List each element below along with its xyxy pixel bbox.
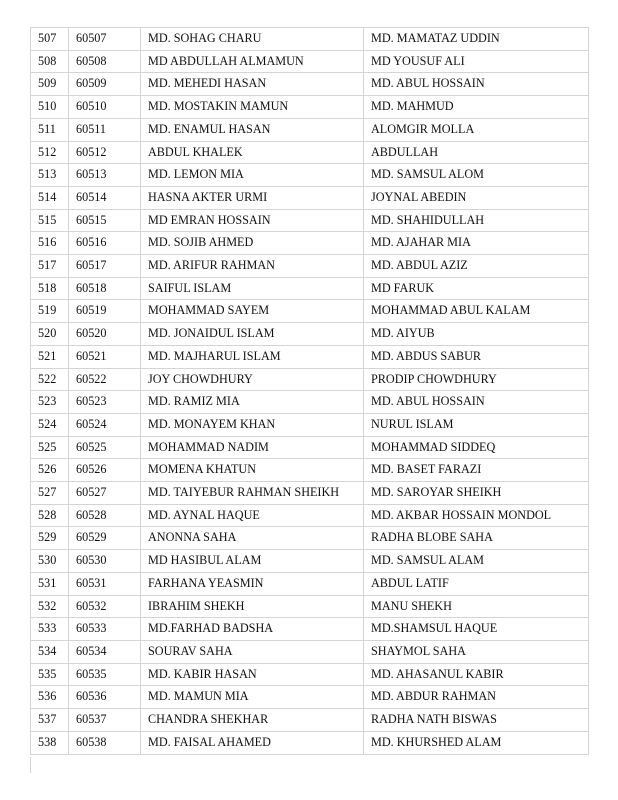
father-name-cell: MD. SAMSUL ALOM [364,164,589,187]
serial-cell: 508 [31,50,69,73]
table-row [31,345,589,368]
father-name-cell: MD. ABDUL AZIZ [364,255,589,278]
serial-cell: 511 [31,118,69,141]
roll-cell: 60516 [69,232,141,255]
name-cell: MD. SOHAG CHARU [141,28,364,51]
table-row [31,232,589,255]
table-border-continuation [30,757,31,773]
roster-body [31,28,589,755]
serial-cell: 528 [31,504,69,527]
table-row [31,527,589,550]
name-cell: MOHAMMAD SAYEM [141,300,364,323]
table-row [31,436,589,459]
roll-cell: 60531 [69,572,141,595]
table-row [31,663,589,686]
roll-cell: 60532 [69,595,141,618]
roll-cell: 60527 [69,482,141,505]
roll-cell: 60517 [69,255,141,278]
roll-cell: 60529 [69,527,141,550]
name-cell: MOHAMMAD NADIM [141,436,364,459]
father-name-cell: MD.SHAMSUL HAQUE [364,618,589,641]
name-cell: MD. FAISAL AHAMED [141,731,364,754]
serial-cell: 525 [31,436,69,459]
father-name-cell: MOHAMMAD SIDDEQ [364,436,589,459]
roll-cell: 60536 [69,686,141,709]
table-row [31,368,589,391]
name-cell: ABDUL KHALEK [141,141,364,164]
father-name-cell: MD. ABUL HOSSAIN [364,391,589,414]
name-cell: MD. MAMUN MIA [141,686,364,709]
name-cell: ANONNA SAHA [141,527,364,550]
serial-cell: 521 [31,345,69,368]
father-name-cell: ALOMGIR MOLLA [364,118,589,141]
table-row [31,209,589,232]
serial-cell: 537 [31,709,69,732]
serial-cell: 538 [31,731,69,754]
roll-cell: 60524 [69,413,141,436]
serial-cell: 536 [31,686,69,709]
father-name-cell: JOYNAL ABEDIN [364,186,589,209]
father-name-cell: MD YOUSUF ALI [364,50,589,73]
name-cell: MD. TAIYEBUR RAHMAN SHEIKH [141,482,364,505]
roll-cell: 60511 [69,118,141,141]
table-row [31,164,589,187]
name-cell: MD EMRAN HOSSAIN [141,209,364,232]
father-name-cell: MOHAMMAD ABUL KALAM [364,300,589,323]
father-name-cell: MD. ABDUR RAHMAN [364,686,589,709]
table-row [31,186,589,209]
name-cell: MD. MEHEDI HASAN [141,73,364,96]
serial-cell: 510 [31,96,69,119]
serial-cell: 529 [31,527,69,550]
father-name-cell: MD. ABDUS SABUR [364,345,589,368]
table-row [31,731,589,754]
roll-cell: 60538 [69,731,141,754]
serial-cell: 509 [31,73,69,96]
roll-cell: 60507 [69,28,141,51]
father-name-cell: MD. MAHMUD [364,96,589,119]
father-name-cell: MD. ABUL HOSSAIN [364,73,589,96]
father-name-cell: MANU SHEKH [364,595,589,618]
serial-cell: 531 [31,572,69,595]
father-name-cell: MD. BASET FARAZI [364,459,589,482]
name-cell: SAIFUL ISLAM [141,277,364,300]
roll-cell: 60509 [69,73,141,96]
name-cell: MD HASIBUL ALAM [141,550,364,573]
roll-cell: 60519 [69,300,141,323]
father-name-cell: MD. MAMATAZ UDDIN [364,28,589,51]
serial-cell: 522 [31,368,69,391]
father-name-cell: MD FARUK [364,277,589,300]
table-row [31,686,589,709]
serial-cell: 534 [31,640,69,663]
serial-cell: 520 [31,323,69,346]
father-name-cell: NURUL ISLAM [364,413,589,436]
serial-cell: 512 [31,141,69,164]
name-cell: MD. KABIR HASAN [141,663,364,686]
name-cell: MD.FARHAD BADSHA [141,618,364,641]
table-row [31,550,589,573]
father-name-cell: PRODIP CHOWDHURY [364,368,589,391]
serial-cell: 516 [31,232,69,255]
table-row [31,504,589,527]
father-name-cell: MD. AKBAR HOSSAIN MONDOL [364,504,589,527]
table-row [31,300,589,323]
roll-cell: 60520 [69,323,141,346]
name-cell: MD. ENAMUL HASAN [141,118,364,141]
table-row [31,391,589,414]
table-row [31,709,589,732]
roll-cell: 60535 [69,663,141,686]
serial-cell: 507 [31,28,69,51]
table-row [31,572,589,595]
name-cell: MD. JONAIDUL ISLAM [141,323,364,346]
name-cell: MD. MOSTAKIN MAMUN [141,96,364,119]
father-name-cell: MD. KHURSHED ALAM [364,731,589,754]
father-name-cell: RADHA NATH BISWAS [364,709,589,732]
roll-cell: 60525 [69,436,141,459]
table-row [31,413,589,436]
name-cell: FARHANA YEASMIN [141,572,364,595]
roll-cell: 60513 [69,164,141,187]
roll-cell: 60526 [69,459,141,482]
name-cell: MD. AYNAL HAQUE [141,504,364,527]
roll-cell: 60537 [69,709,141,732]
serial-cell: 515 [31,209,69,232]
table-row [31,118,589,141]
serial-cell: 519 [31,300,69,323]
roll-cell: 60515 [69,209,141,232]
serial-cell: 517 [31,255,69,278]
name-cell: MD. SOJIB AHMED [141,232,364,255]
father-name-cell: MD. AJAHAR MIA [364,232,589,255]
table-row [31,459,589,482]
table-row [31,96,589,119]
roll-cell: 60534 [69,640,141,663]
serial-cell: 526 [31,459,69,482]
roll-cell: 60508 [69,50,141,73]
serial-cell: 524 [31,413,69,436]
table-row [31,323,589,346]
table-row [31,640,589,663]
roll-cell: 60518 [69,277,141,300]
roll-cell: 60528 [69,504,141,527]
father-name-cell: MD. SAROYAR SHEIKH [364,482,589,505]
table-row [31,482,589,505]
name-cell: HASNA AKTER URMI [141,186,364,209]
name-cell: CHANDRA SHEKHAR [141,709,364,732]
name-cell: SOURAV SAHA [141,640,364,663]
name-cell: MD ABDULLAH ALMAMUN [141,50,364,73]
roster-table [30,27,589,755]
roll-cell: 60522 [69,368,141,391]
serial-cell: 535 [31,663,69,686]
serial-cell: 514 [31,186,69,209]
table-row [31,255,589,278]
roll-cell: 60533 [69,618,141,641]
serial-cell: 513 [31,164,69,187]
roll-cell: 60523 [69,391,141,414]
table-row [31,50,589,73]
serial-cell: 532 [31,595,69,618]
table-row [31,73,589,96]
father-name-cell: MD. SHAHIDULLAH [364,209,589,232]
serial-cell: 523 [31,391,69,414]
father-name-cell: SHAYMOL SAHA [364,640,589,663]
father-name-cell: ABDUL LATIF [364,572,589,595]
serial-cell: 527 [31,482,69,505]
table-row [31,595,589,618]
roll-cell: 60510 [69,96,141,119]
name-cell: MD. ARIFUR RAHMAN [141,255,364,278]
table-row [31,141,589,164]
table-row [31,277,589,300]
father-name-cell: RADHA BLOBE SAHA [364,527,589,550]
table-row [31,28,589,51]
serial-cell: 533 [31,618,69,641]
name-cell: JOY CHOWDHURY [141,368,364,391]
roll-cell: 60512 [69,141,141,164]
name-cell: MD. MONAYEM KHAN [141,413,364,436]
roll-cell: 60521 [69,345,141,368]
roll-cell: 60514 [69,186,141,209]
father-name-cell: MD. AHASANUL KABIR [364,663,589,686]
roll-cell: 60530 [69,550,141,573]
name-cell: MD. MAJHARUL ISLAM [141,345,364,368]
father-name-cell: MD. AIYUB [364,323,589,346]
name-cell: MD. LEMON MIA [141,164,364,187]
name-cell: MD. RAMIZ MIA [141,391,364,414]
father-name-cell: ABDULLAH [364,141,589,164]
serial-cell: 530 [31,550,69,573]
serial-cell: 518 [31,277,69,300]
father-name-cell: MD. SAMSUL ALAM [364,550,589,573]
name-cell: IBRAHIM SHEKH [141,595,364,618]
name-cell: MOMENA KHATUN [141,459,364,482]
table-row [31,618,589,641]
